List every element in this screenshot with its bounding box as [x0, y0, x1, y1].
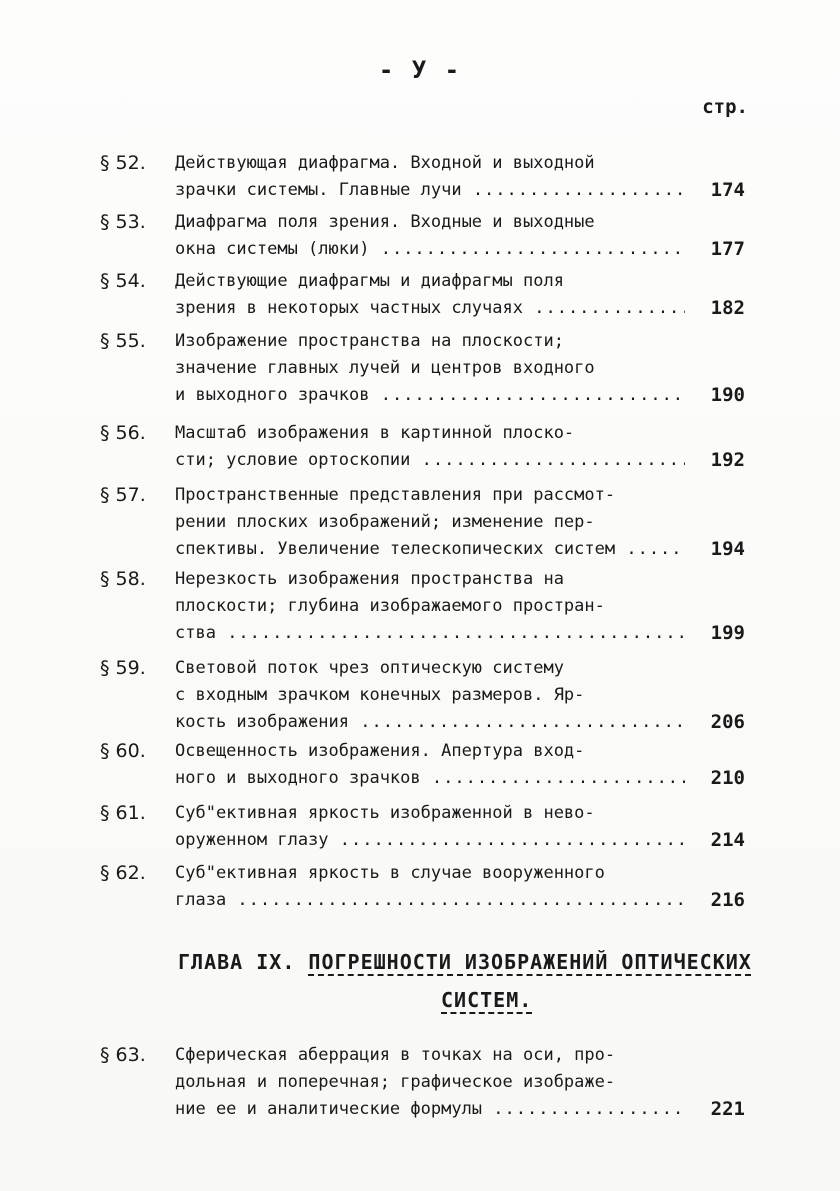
toc-entry-line — [100, 593, 745, 620]
toc-page-number: 194 — [710, 538, 745, 560]
toc-entry-text: и выходного зрачков ..... — [175, 382, 685, 409]
toc-page-number: 174 — [710, 179, 745, 201]
toc-entry-line — [100, 536, 745, 563]
toc-entry-line — [100, 509, 745, 536]
toc-page-number: 216 — [710, 889, 745, 911]
toc-page-number: 192 — [710, 449, 745, 471]
toc-entry-text: окна системы (люки) ..... — [175, 236, 685, 263]
toc-entry-line — [100, 827, 745, 854]
toc-section-number: § 62. — [100, 862, 146, 884]
toc-section-number: § 54. — [100, 270, 146, 292]
toc-entry — [100, 655, 745, 736]
toc-entry-line — [100, 236, 745, 263]
toc-entry-text: Нерезкость изображения пространства на — [175, 569, 564, 589]
toc-entry — [100, 150, 745, 204]
toc-entry-line — [100, 682, 745, 709]
chapter-title-line2: СИСТЕМ. — [441, 988, 533, 1012]
toc-entry-line — [100, 482, 745, 509]
toc-entry — [100, 420, 745, 474]
toc-entry-text: ние ее и аналитические формулы ..... — [175, 1096, 685, 1123]
chapter-heading — [178, 950, 758, 1012]
toc-page-number: 199 — [710, 622, 745, 644]
toc-entry — [100, 566, 745, 647]
toc-entry-text: ного и выходного зрачков ..... — [175, 765, 685, 792]
toc-entry-text: значение главных лучей и центров входного — [175, 358, 595, 378]
toc-entry-line — [100, 738, 745, 765]
toc-entry-line — [100, 209, 745, 236]
toc-entry-line — [100, 295, 745, 322]
chapter-title-line1: ПОГРЕШНОСТИ ИЗОБРАЖЕНИЙ ОПТИЧЕСКИХ — [308, 950, 752, 974]
toc-entry-line — [100, 1069, 745, 1096]
toc-entry-text: Действующие диафрагмы и диафрагмы поля — [175, 271, 564, 291]
toc-entry-text: рении плоских изображений; изменение пер- — [175, 512, 595, 532]
toc-entry-line — [100, 1042, 745, 1069]
toc-page-number: 206 — [710, 711, 745, 733]
toc-entry-line — [100, 382, 745, 409]
toc-section-number: § 61. — [100, 802, 146, 824]
toc-entry-line — [100, 655, 745, 682]
toc-entry-text: глаза ..... — [175, 887, 685, 914]
toc-entry-line — [100, 860, 745, 887]
toc-page-number: 190 — [710, 384, 745, 406]
toc-page-number: 210 — [710, 767, 745, 789]
toc-section-number: § 55. — [100, 330, 146, 352]
toc-entry-text: Действующая диафрагма. Входной и выходной — [175, 153, 595, 173]
toc-entry-line — [100, 620, 745, 647]
toc-section-number: § 63. — [100, 1044, 146, 1066]
toc-entry-line — [100, 1096, 745, 1123]
toc-entry-text: зрачки системы. Главные лучи ..... — [175, 177, 685, 204]
toc-entry-line — [100, 566, 745, 593]
toc-entry-line — [100, 150, 745, 177]
toc-section-number: § 52. — [100, 152, 146, 174]
toc-entry-text: Изображение пространства на плоскости; — [175, 331, 564, 351]
toc-entry — [100, 1042, 745, 1123]
toc-entry-line — [100, 355, 745, 382]
toc-entry — [100, 328, 745, 409]
toc-entry-line — [100, 765, 745, 792]
toc-entry-text: Пространственные представления при рассмот- — [175, 485, 616, 505]
toc-entry-text: спективы. Увеличение телескопических систем ..... — [175, 536, 685, 563]
toc-entry-line — [100, 447, 745, 474]
toc-entry-text: с входным зрачком конечных размеров. Яр- — [175, 685, 585, 705]
chapter-label: ГЛАВА IX. — [178, 950, 296, 974]
toc-entry — [100, 268, 745, 322]
toc-entry-line — [100, 177, 745, 204]
toc-section-number: § 60. — [100, 740, 146, 762]
toc-section-number: § 56. — [100, 422, 146, 444]
toc-entry-line — [100, 887, 745, 914]
toc-entry-text: зрения в некоторых частных случаях ..... — [175, 295, 685, 322]
toc-section-number: § 53. — [100, 211, 146, 233]
toc-page-number: 221 — [710, 1098, 745, 1120]
toc-entry-text: Масштаб изображения в картинной плоско- — [175, 423, 575, 443]
toc-entry — [100, 209, 745, 263]
toc-entry-text: сти; условие ортоскопии ..... — [175, 447, 685, 474]
toc-entry-line — [100, 268, 745, 295]
toc-entry-text: Световой поток чрез оптическую систему — [175, 658, 564, 678]
toc-page-number: 182 — [710, 297, 745, 319]
toc-entry — [100, 800, 745, 854]
toc-entry-line — [100, 800, 745, 827]
toc-section-number: § 57. — [100, 484, 146, 506]
toc-entry-text: Суб"ективная яркость изображенной в нево- — [175, 803, 595, 823]
toc-entry-text: Освещенность изображения. Апертура вход- — [175, 741, 585, 761]
toc-entry-line — [100, 420, 745, 447]
toc-entry-text: оруженном глазу ..... — [175, 827, 685, 854]
toc-entry — [100, 860, 745, 914]
toc-entry-text: кость изображения ..... — [175, 709, 685, 736]
toc-page-number: 214 — [710, 829, 745, 851]
toc-page-number: 177 — [710, 238, 745, 260]
toc-entry-text: Сферическая аберрация в точках на оси, про- — [175, 1045, 616, 1065]
toc-entry-text: плоскости; глубина изображаемого простран- — [175, 596, 605, 616]
toc-entry-text: Диафрагма поля зрения. Входные и выходные — [175, 212, 595, 232]
toc-entry-text: ства ..... — [175, 620, 685, 647]
toc-entry — [100, 482, 745, 563]
toc-entry-text: дольная и поперечная; графическое изображе- — [175, 1072, 616, 1092]
toc-section-number: § 59. — [100, 657, 146, 679]
page-number: - У - — [378, 56, 462, 84]
toc-section-number: § 58. — [100, 568, 146, 590]
toc-entry-line — [100, 328, 745, 355]
toc-entry — [100, 738, 745, 792]
toc-entry-line — [100, 709, 745, 736]
pages-column-label: стр. — [702, 96, 748, 118]
toc-entry-text: Суб"ективная яркость в случае вооруженного — [175, 863, 605, 883]
